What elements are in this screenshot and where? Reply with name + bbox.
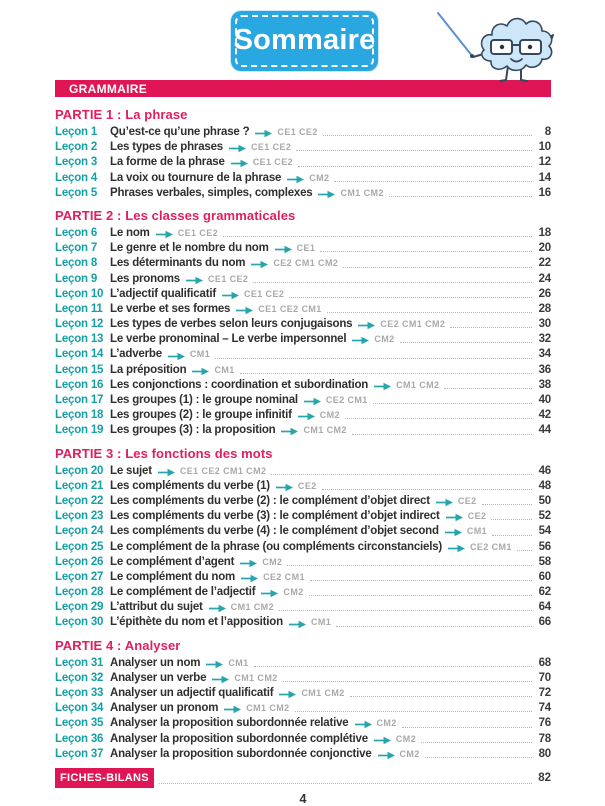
lesson-levels: CM1 CM2 — [301, 688, 345, 698]
arrow-icon — [281, 427, 298, 436]
lesson-levels: CE1 CE2 — [208, 273, 249, 284]
lesson-page-number: 54 — [538, 525, 551, 538]
lesson-title: Les groupes (2) : le groupe infinitif — [110, 409, 292, 422]
lesson-title: Analyser un adjectif qualificatif — [110, 687, 274, 699]
lesson-levels: CM1 — [189, 349, 211, 360]
lesson-page-number: 80 — [538, 747, 551, 760]
dotted-leader — [334, 181, 532, 182]
lesson-title: Analyser un pronom — [110, 702, 219, 715]
lesson-levels: CE1 CE2 — [243, 288, 285, 299]
toc-row — [55, 570, 551, 585]
dotted-leader — [271, 474, 532, 475]
lesson-title: Les compléments du verbe (2) : le complément d’objet direct — [110, 494, 430, 507]
dotted-leader — [296, 150, 532, 151]
page-header — [0, 0, 605, 80]
arrow-icon — [289, 620, 306, 629]
arrow-icon — [251, 260, 268, 269]
lesson-title: L’attribut du sujet — [110, 601, 203, 614]
toc-row — [55, 241, 551, 256]
lesson-levels: CM1 CM2 — [303, 425, 347, 436]
dotted-leader — [310, 580, 532, 581]
lesson-number: Leçon 4 — [55, 171, 98, 184]
dotted-leader — [323, 135, 532, 136]
lesson-levels: CE1 CE2 — [252, 157, 294, 168]
lesson-title: Les types de verbes selon leurs conjugaisons — [110, 318, 353, 331]
lesson-levels: CM1 CM2 — [396, 379, 440, 390]
dotted-leader — [327, 312, 532, 313]
arrow-icon — [374, 736, 391, 745]
arrow-icon — [352, 336, 369, 345]
lesson-number: Leçon 22 — [55, 494, 104, 507]
lesson-title: Le verbe pronominal – Le verbe impersonnel — [110, 333, 347, 346]
arrow-icon — [156, 230, 173, 239]
lesson-number: Leçon 12 — [55, 318, 104, 331]
lesson-page-number: 76 — [538, 717, 551, 730]
lesson-levels: CE1 CE2 — [250, 142, 292, 153]
lesson-title: Les types de phrases — [110, 141, 223, 154]
arrow-icon — [355, 720, 372, 729]
lesson-levels: CE2 CM1 — [325, 395, 368, 405]
dotted-leader — [491, 519, 532, 520]
lesson-page-number: 22 — [538, 257, 551, 270]
lesson-number: Leçon 16 — [55, 378, 104, 391]
lesson-levels: CM1 — [228, 657, 249, 668]
lesson-title: Analyser la proposition subordonnée conjonctive — [110, 747, 372, 760]
toc-row — [55, 524, 551, 539]
lesson-number: Leçon 23 — [55, 510, 104, 523]
lesson-number: Leçon 10 — [55, 287, 104, 300]
lesson-title: La voix ou tournure de la phrase — [110, 171, 282, 184]
lesson-title: Le verbe et ses formes — [110, 302, 231, 315]
fiches-bilans-row — [55, 768, 551, 788]
lesson-page-number: 12 — [538, 156, 551, 169]
lesson-levels: CE1 CE2 CM1 CM2 — [179, 465, 267, 476]
lesson-levels: CM2 — [399, 748, 420, 759]
lesson-number: Leçon 19 — [55, 424, 104, 437]
dotted-leader — [450, 327, 532, 328]
lesson-number: Leçon 11 — [55, 302, 103, 315]
lesson-title: Les groupes (1) : le groupe nominal — [110, 394, 298, 406]
lesson-page-number: 48 — [538, 479, 551, 492]
lesson-title: Le complément du nom — [110, 570, 236, 583]
lesson-levels: CE2 CM1 CM2 — [273, 258, 339, 269]
part-rows — [55, 226, 551, 439]
toc-row — [55, 186, 551, 201]
part-heading: PARTIE 4 : Analyser — [55, 637, 181, 653]
lesson-number: Leçon 7 — [55, 242, 98, 255]
dotted-leader — [322, 489, 532, 490]
toc-row — [55, 479, 551, 494]
lesson-page-number: 70 — [538, 671, 551, 684]
arrow-icon — [224, 705, 241, 714]
dotted-leader — [400, 342, 532, 343]
lesson-title: L’épithète du nom et l’apposition — [110, 616, 283, 629]
lesson-page-number: 34 — [538, 348, 551, 361]
lesson-levels: CM1 — [214, 364, 235, 375]
dotted-leader — [421, 742, 532, 743]
toc-row — [55, 615, 551, 630]
lesson-levels: CE1 — [296, 243, 316, 254]
dotted-leader — [320, 251, 532, 252]
toc-row — [55, 317, 551, 332]
part-rows — [55, 125, 551, 201]
lesson-number: Leçon 9 — [55, 272, 98, 285]
lesson-number: Leçon 18 — [55, 409, 104, 422]
lesson-page-number: 14 — [538, 171, 551, 184]
lesson-title: Le nom — [110, 226, 150, 239]
arrow-icon — [358, 321, 375, 330]
lesson-page-number: 28 — [538, 302, 551, 315]
lesson-number: Leçon 31 — [55, 656, 104, 669]
lesson-title: Analyser un nom — [110, 656, 201, 669]
lesson-title: Le complément de la phrase (ou compléments circonstanciels) — [110, 540, 443, 553]
dotted-leader — [343, 267, 532, 268]
toc-row — [55, 378, 551, 393]
dotted-leader — [492, 535, 532, 536]
dotted-leader — [279, 610, 532, 611]
arrow-icon — [158, 468, 175, 477]
toc-row — [55, 287, 551, 302]
lesson-page-number: 38 — [538, 378, 551, 391]
lesson-page-number: 52 — [538, 510, 551, 523]
part-rows — [55, 464, 551, 631]
lesson-number: Leçon 35 — [55, 717, 104, 730]
lesson-page-number: 36 — [538, 363, 551, 376]
toc-row — [55, 363, 551, 378]
toc-row — [55, 671, 551, 686]
lesson-number: Leçon 30 — [55, 616, 104, 629]
lesson-levels: CE2 — [297, 480, 317, 491]
arrow-icon — [206, 660, 223, 669]
toc-row — [55, 140, 551, 155]
dotted-leader — [254, 666, 532, 667]
lesson-page-number: 18 — [538, 226, 551, 239]
arrow-icon — [436, 498, 453, 507]
lesson-page-number: 60 — [538, 570, 551, 583]
dotted-leader — [389, 196, 532, 197]
arrow-icon — [378, 751, 395, 760]
toc-row — [55, 408, 551, 423]
lesson-number: Leçon 5 — [55, 186, 98, 199]
arrow-icon — [212, 675, 229, 684]
toc-row — [55, 423, 551, 438]
lesson-title: Phrases verbales, simples, complexes — [110, 186, 313, 199]
arrow-icon — [298, 412, 315, 421]
brain-mascot-icon — [428, 0, 558, 95]
fiches-bilans-badge: FICHES-BILANS — [55, 768, 154, 788]
dotted-leader — [373, 403, 532, 404]
lesson-levels: CM1 CM2 — [234, 672, 278, 683]
lesson-number: Leçon 25 — [55, 540, 104, 553]
lesson-title: Les compléments du verbe (1) — [110, 479, 270, 492]
lesson-levels: CM1 — [466, 526, 488, 537]
lesson-page-number: 74 — [538, 702, 551, 715]
lesson-title: La forme de la phrase — [110, 156, 225, 169]
lesson-number: Leçon 15 — [55, 363, 104, 376]
arrow-icon — [209, 604, 226, 613]
arrow-icon — [304, 397, 321, 406]
toc-row — [55, 701, 551, 716]
lesson-levels: CE2 CM1 — [470, 541, 512, 552]
toc-row — [55, 585, 551, 600]
arrow-icon — [192, 367, 209, 376]
part-heading: PARTIE 1 : La phrase — [55, 107, 188, 122]
toc-row — [55, 555, 551, 570]
toc-row — [55, 155, 551, 170]
lesson-page-number: 24 — [538, 272, 551, 285]
toc-row — [55, 226, 551, 241]
toc-row — [55, 494, 551, 509]
lesson-number: Leçon 20 — [55, 464, 104, 477]
toc-row — [55, 509, 551, 524]
lesson-title: Les compléments du verbe (4) : le complément d’objet second — [110, 525, 439, 538]
lesson-levels: CE2 CM1 — [263, 571, 305, 582]
dotted-leader — [215, 358, 532, 359]
arrow-icon — [222, 291, 239, 300]
fiches-page-number: 82 — [538, 771, 551, 784]
dotted-leader — [425, 757, 532, 758]
dotted-leader — [298, 166, 532, 167]
lesson-number: Leçon 2 — [55, 141, 98, 154]
dotted-leader — [295, 711, 532, 712]
sommaire-title-box — [231, 11, 378, 71]
lesson-levels: CM2 — [283, 587, 304, 598]
arrow-icon — [374, 382, 391, 391]
toc-part — [55, 446, 551, 631]
dotted-leader — [517, 550, 532, 551]
lesson-title: L’adjectif qualificatif — [110, 287, 216, 300]
lesson-title: Analyser un verbe — [110, 671, 207, 684]
lesson-levels: CM1 CM2 — [230, 602, 274, 613]
dotted-leader — [289, 297, 532, 298]
dotted-leader — [287, 565, 532, 566]
lesson-page-number: 68 — [538, 656, 551, 669]
section-bar-label: GRAMMAIRE — [69, 81, 148, 96]
dotted-leader — [350, 696, 532, 697]
lesson-title: Qu’est-ce qu’une phrase ? — [110, 126, 250, 138]
lesson-title: Les groupes (3) : la proposition — [110, 424, 276, 437]
lesson-page-number: 46 — [538, 464, 551, 477]
toc-part — [55, 208, 551, 439]
lesson-levels: CM2 — [374, 334, 395, 345]
lesson-page-number: 64 — [538, 601, 551, 614]
dotted-leader — [159, 783, 532, 784]
part-heading: PARTIE 3 : Les fonctions des mots — [55, 445, 273, 461]
lesson-levels: CE2 CM1 CM2 — [380, 319, 446, 330]
lesson-page-number: 16 — [538, 186, 551, 199]
toc-row — [55, 125, 551, 140]
lesson-title: Le genre et le nombre du nom — [110, 242, 269, 255]
lesson-title: Les conjonctions : coordination et subordination — [110, 378, 369, 391]
lesson-page-number: 26 — [538, 287, 551, 300]
lesson-title: Le complément d’agent — [110, 555, 235, 568]
lesson-page-number: 44 — [538, 424, 551, 437]
arrow-icon — [241, 574, 258, 583]
part-heading: PARTIE 2 : Les classes grammaticales — [55, 207, 296, 223]
lesson-levels: CM1 CM2 — [246, 703, 290, 714]
arrow-icon — [279, 690, 296, 699]
dotted-leader — [240, 373, 532, 374]
dotted-leader — [223, 236, 532, 237]
toc-row — [55, 256, 551, 271]
dotted-leader — [253, 282, 532, 283]
lesson-levels: CM2 — [319, 410, 340, 421]
dotted-leader — [402, 727, 532, 728]
arrow-icon — [231, 159, 248, 168]
lesson-title: Le sujet — [110, 464, 152, 477]
toc-row — [55, 393, 551, 408]
lesson-page-number: 58 — [538, 555, 551, 568]
lesson-page-number: 66 — [538, 616, 551, 629]
lesson-number: Leçon 1 — [55, 126, 98, 138]
lesson-number: Leçon 17 — [55, 394, 104, 406]
toc-row — [55, 656, 551, 671]
page-title: Sommaire — [233, 24, 376, 56]
lesson-levels: CE2 — [457, 495, 477, 506]
lesson-number: Leçon 36 — [55, 732, 104, 745]
lesson-page-number: 32 — [538, 333, 551, 346]
lesson-levels: CE1 CE2 — [177, 227, 219, 238]
toc-row — [55, 347, 551, 362]
lesson-number: Leçon 34 — [55, 702, 104, 715]
dotted-leader — [444, 388, 532, 389]
toc-parts — [55, 97, 551, 762]
lesson-number: Leçon 6 — [55, 226, 98, 239]
lesson-levels: CE1 CE2 — [277, 127, 318, 137]
lesson-levels: CM1 — [310, 617, 332, 628]
dotted-leader — [309, 595, 532, 596]
arrow-icon — [445, 528, 462, 537]
toc-row — [55, 747, 551, 762]
lesson-page-number: 8 — [544, 126, 551, 138]
arrow-icon — [276, 483, 293, 492]
lesson-levels: CE1 CE2 CM1 — [258, 303, 322, 314]
toc-row — [55, 332, 551, 347]
lesson-levels: CM2 — [262, 556, 283, 567]
lesson-page-number: 10 — [538, 141, 551, 154]
lesson-number: Leçon 24 — [55, 525, 104, 538]
lesson-number: Leçon 27 — [55, 570, 104, 583]
lesson-page-number: 40 — [538, 394, 551, 406]
lesson-page-number: 78 — [538, 732, 551, 745]
toc-row — [55, 732, 551, 747]
lesson-page-number: 56 — [538, 540, 551, 553]
arrow-icon — [229, 144, 246, 153]
toc-part — [55, 107, 551, 201]
arrow-icon — [318, 190, 335, 199]
toc-row — [55, 600, 551, 615]
lesson-title: Analyser la proposition subordonnée complétive — [110, 732, 368, 745]
lesson-number: Leçon 29 — [55, 601, 104, 614]
lesson-title: Les compléments du verbe (3) : le complément d’objet indirect — [110, 510, 440, 523]
arrow-icon — [287, 175, 304, 184]
lesson-number: Leçon 14 — [55, 348, 104, 361]
lesson-levels: CE2 — [467, 511, 487, 522]
lesson-title: Les pronoms — [110, 272, 181, 285]
arrow-icon — [261, 589, 278, 598]
arrow-icon — [240, 559, 257, 568]
toc-row — [55, 171, 551, 186]
lesson-number: Leçon 3 — [55, 156, 98, 169]
dotted-leader — [336, 626, 532, 627]
lesson-page-number: 30 — [538, 318, 551, 331]
lesson-page-number: 72 — [538, 687, 551, 699]
toc-row — [55, 464, 551, 479]
lesson-number: Leçon 13 — [55, 333, 104, 346]
lesson-title: La préposition — [110, 363, 187, 376]
lesson-number: Leçon 8 — [55, 257, 98, 270]
dotted-leader — [352, 434, 532, 435]
arrow-icon — [255, 129, 272, 138]
lesson-page-number: 50 — [538, 494, 551, 507]
lesson-number: Leçon 26 — [55, 555, 104, 568]
toc-row — [55, 540, 551, 555]
lesson-levels: CM1 CM2 — [340, 187, 384, 198]
arrow-icon — [275, 245, 292, 254]
lesson-title: L’adverbe — [110, 348, 162, 361]
toc-part — [55, 638, 551, 762]
part-rows — [55, 656, 551, 762]
lesson-number: Leçon 37 — [55, 747, 104, 760]
dotted-leader — [482, 504, 532, 505]
toc-row — [55, 302, 551, 317]
lesson-number: Leçon 33 — [55, 687, 104, 699]
arrow-icon — [168, 352, 185, 361]
toc-row — [55, 272, 551, 287]
arrow-icon — [186, 276, 203, 285]
arrow-icon — [446, 513, 463, 522]
lesson-number: Leçon 32 — [55, 671, 104, 684]
dotted-leader — [283, 681, 532, 682]
lesson-number: Leçon 28 — [55, 586, 104, 599]
arrow-icon — [448, 544, 465, 553]
lesson-levels: CM2 — [309, 172, 330, 183]
lesson-page-number: 62 — [538, 586, 551, 599]
lesson-page-number: 20 — [538, 242, 551, 255]
toc-row — [55, 716, 551, 731]
toc-row — [55, 686, 551, 701]
lesson-levels: CM2 — [395, 733, 417, 744]
lesson-title: Les déterminants du nom — [110, 257, 246, 270]
lesson-page-number: 42 — [538, 409, 551, 422]
lesson-levels: CM2 — [376, 718, 397, 729]
lesson-title: Le complément de l’adjectif — [110, 586, 256, 599]
arrow-icon — [236, 306, 253, 315]
lesson-number: Leçon 21 — [55, 479, 104, 492]
page-number: 4 — [299, 791, 307, 806]
lesson-title: Analyser la proposition subordonnée relative — [110, 717, 349, 730]
dotted-leader — [345, 418, 532, 419]
